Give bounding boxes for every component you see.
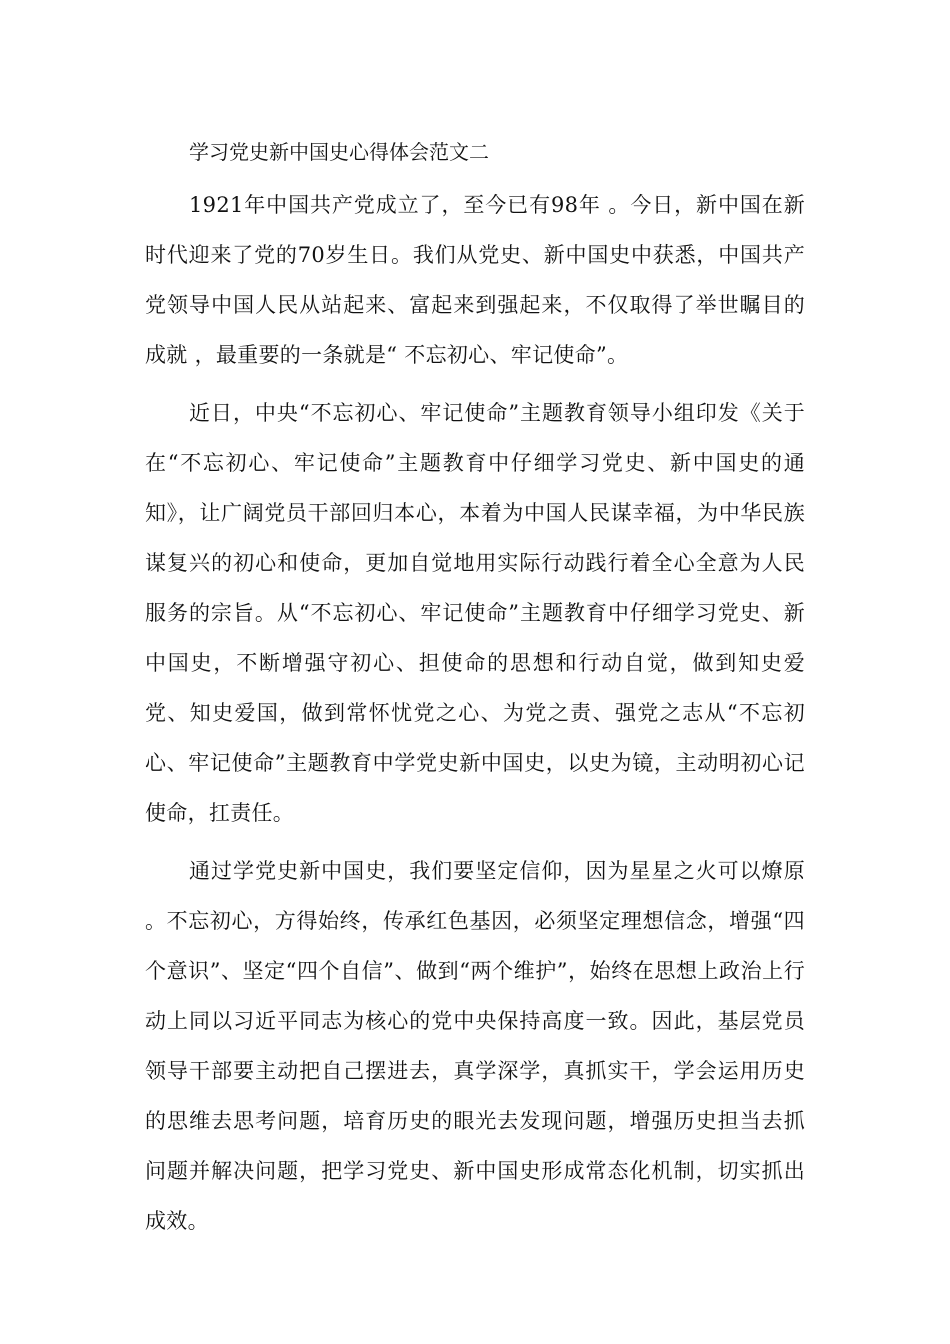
document-body — [145, 132, 805, 1254]
document-title: 学习党史新中国史心得体会范文二 — [189, 140, 489, 164]
paragraph-1: 1921年中国共产党成立了，至今已有98年 。今日，新中国在新时代迎来了党的70岁生日。我们从党史、新中国史中获悉，中国共产党领导中国人民从站起来、富起来到强起来，不仅取得了举世瞩目的成就 ，最重要的一条就是“ 不忘初心、牢记使命”。 — [145, 193, 805, 367]
paragraph-3: 通过学党史新中国史，我们要坚定信仰，因为星星之火可以燎原 。不忘初心，方得始终，传承红色基因，必须坚定理想信念，增强“四个意识”、坚定“四个自信”、做到“两个维护”，始终在思想上政治上行动上同以习近平同志为核心的党中央保持高度一致。因此，基层党员领导干部要主动把自己摆进去，真学深学，真抓实干，学会运用历史的思维去思考问题，培育历史的眼光去发现问题，增强历史担当去抓问题并解决问题，把学习党史、新中国史形成常态化机制，切实抓出成效。 — [145, 859, 805, 1233]
paragraph-2: 近日，中央“不忘初心、牢记使命”主题教育领导小组印发《关于在“不忘初心、牢记使命”主题教育中仔细学习党史、新中国史的通知》，让广阔党员干部回归本心，本着为中国人民谋幸福，为中华民族谋复兴的初心和使命，更加自觉地用实际行动践行着全心全意为人民服务的宗旨。从“不忘初心、牢记使命”主题教育中仔细学习党史、新中国史，不断增强守初心、担使命的思想和行动自觉，做到知史爱党、知史爱国，做到常怀忧党之心、为党之责、强党之志从“不忘初心、牢记使命”主题教育中学党史新中国史，以史为镜，主动明初心记使命，扛责任。 — [145, 401, 805, 825]
